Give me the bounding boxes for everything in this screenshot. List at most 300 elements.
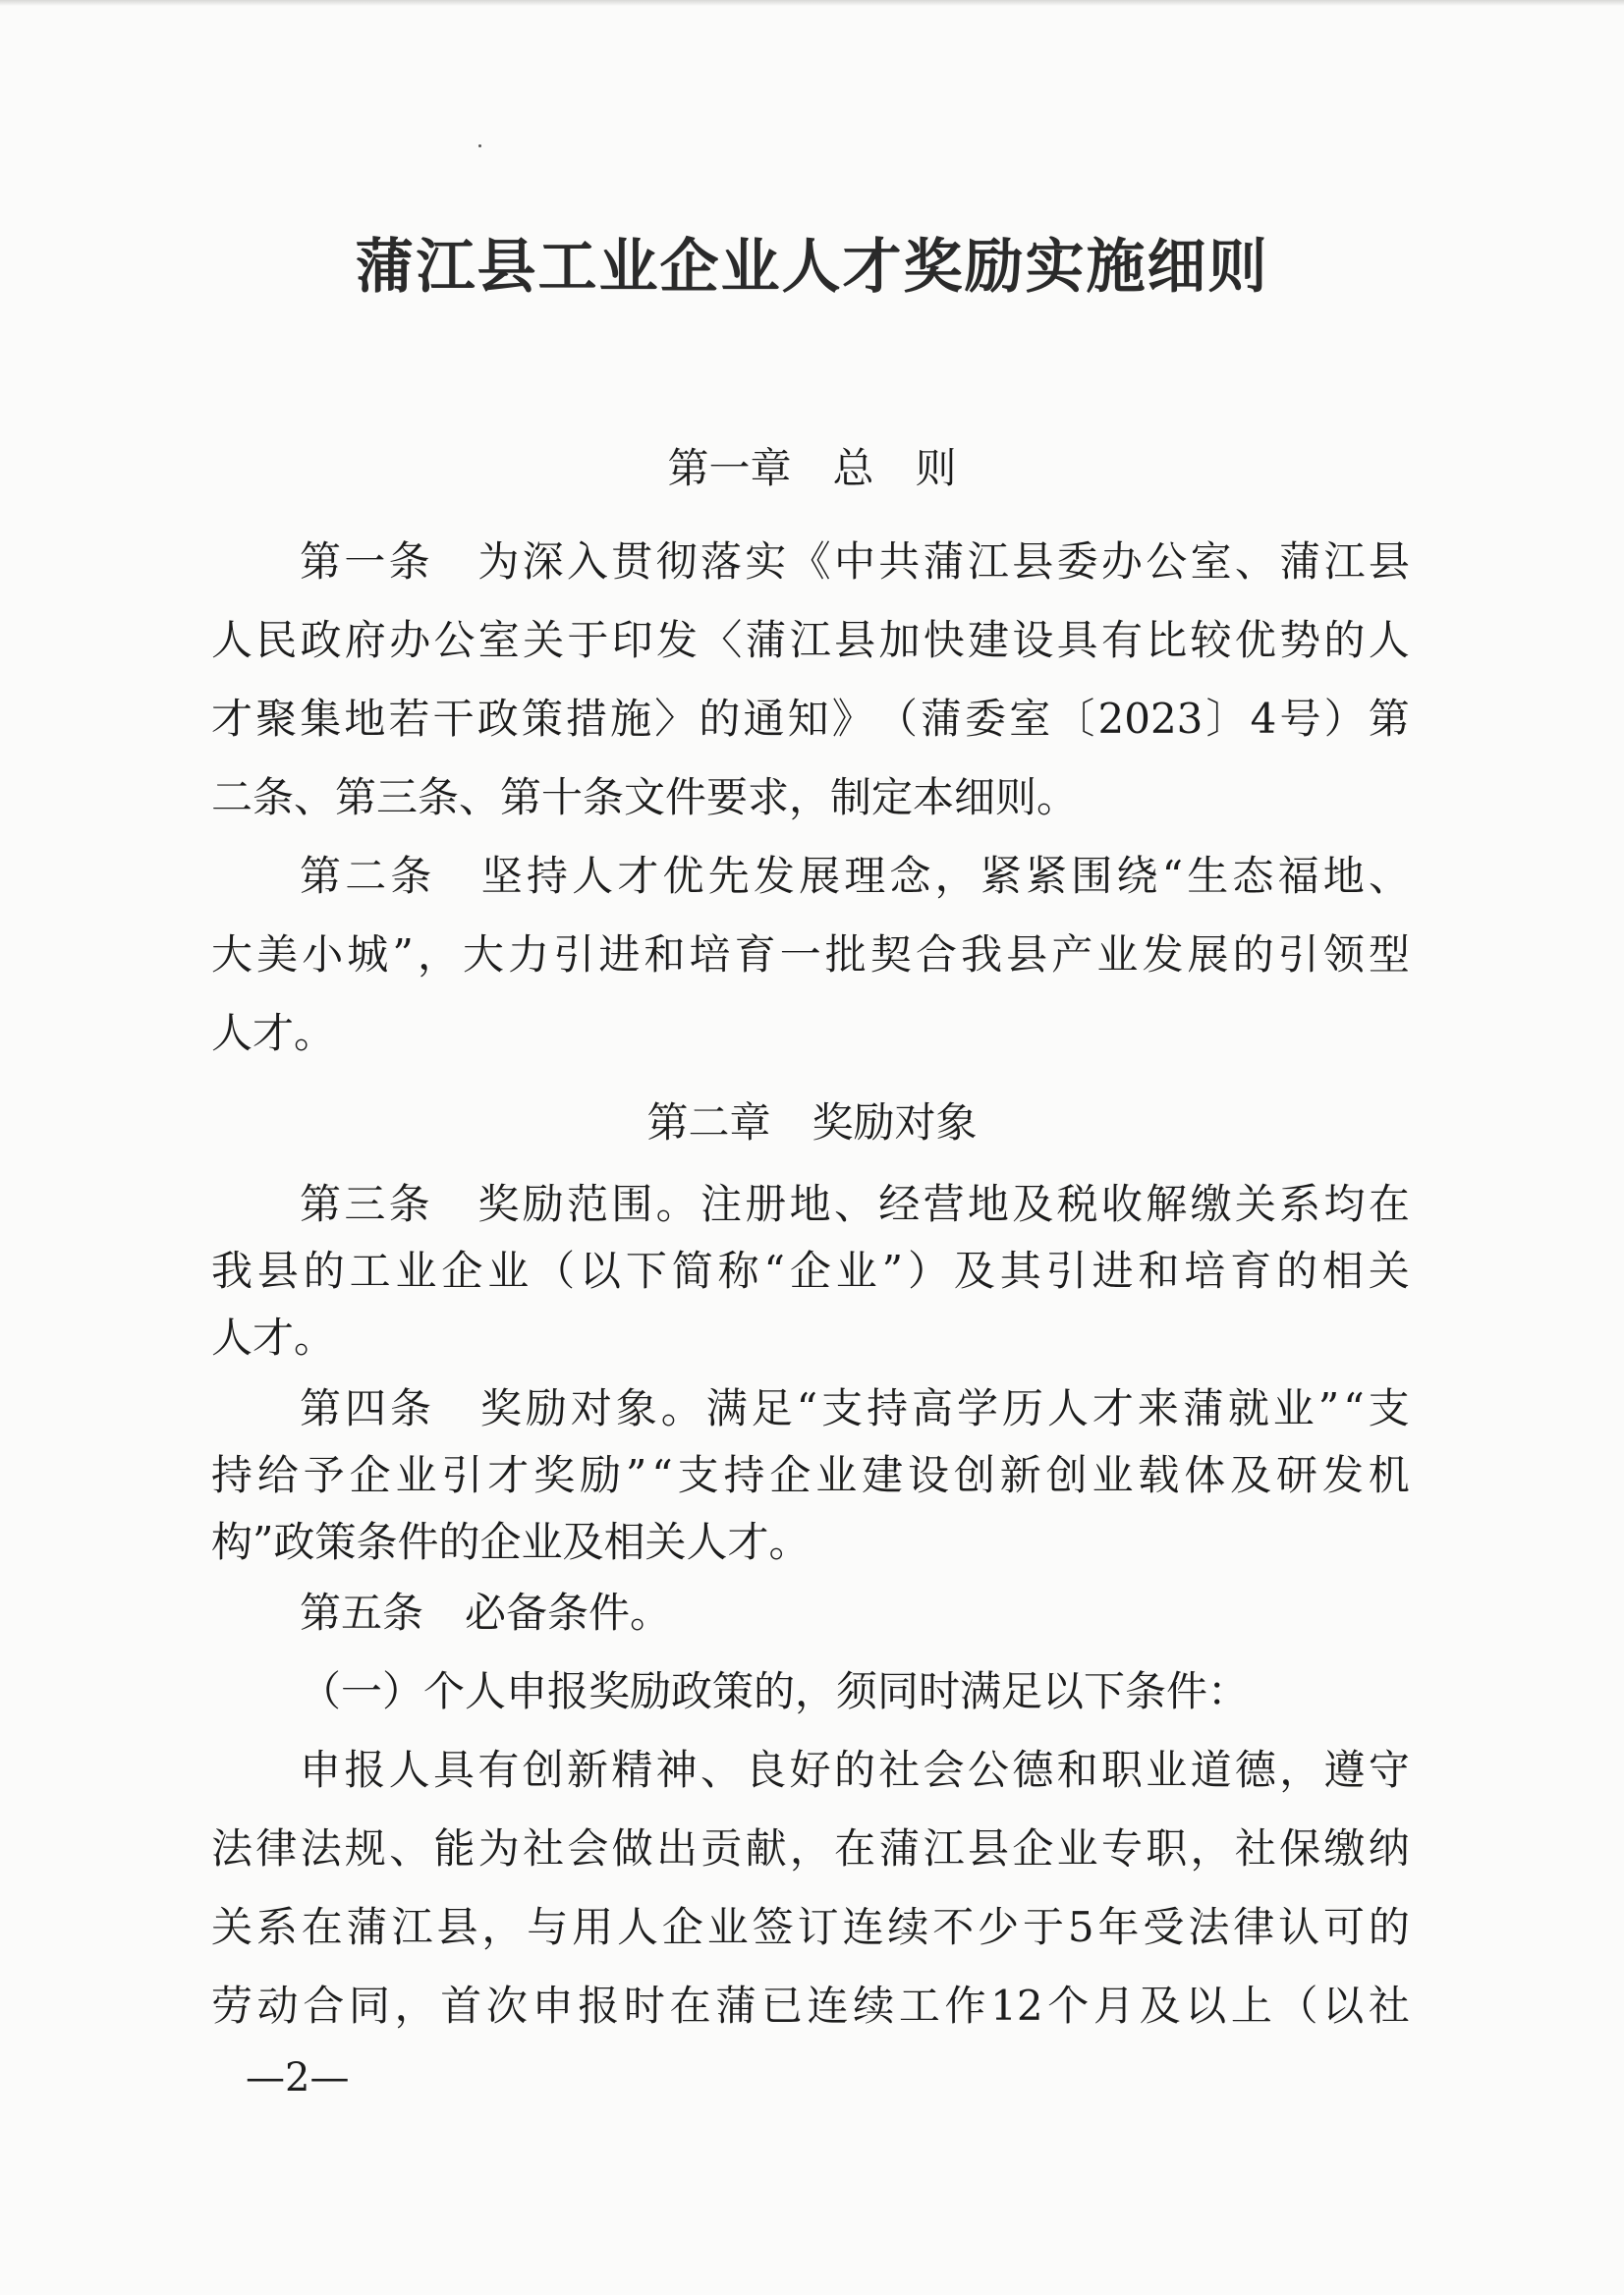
text-glyph: 引	[1277, 930, 1319, 979]
text-glyph: 学	[957, 1384, 999, 1432]
text-glyph: 可	[1322, 1903, 1365, 1951]
text-glyph: 策	[521, 695, 563, 743]
text-glyph: “	[1161, 852, 1184, 900]
text-glyph: 公	[1146, 537, 1188, 586]
text-glyph: 工	[898, 1982, 940, 2030]
text-glyph: 5	[1067, 1903, 1094, 1951]
text-glyph: 做	[611, 1824, 653, 1873]
text-glyph: 较	[1190, 616, 1232, 664]
text-glyph: 才	[487, 1451, 530, 1499]
text-glyph: 在	[301, 1903, 343, 1951]
text-glyph: 好	[789, 1746, 831, 1794]
text-glyph: 第	[300, 1180, 342, 1228]
chapter-heading-1: 第一章 总 则	[667, 444, 957, 492]
text-glyph: 报	[578, 1982, 620, 2030]
text-glyph: 蒲	[745, 616, 787, 664]
text-glyph: 美	[256, 930, 299, 979]
text-glyph: 律	[1233, 1903, 1275, 1951]
text-glyph: ，	[934, 852, 977, 900]
text-glyph: 人	[211, 616, 253, 664]
text-glyph: 福	[1277, 852, 1319, 900]
chapter-heading-2: 第二章 奖励对象	[646, 1098, 978, 1147]
text-glyph: 社	[1234, 1824, 1276, 1873]
text-glyph: 专	[1100, 1824, 1143, 1873]
text-glyph: 念	[889, 852, 931, 900]
text-glyph: ）	[907, 1247, 949, 1295]
text-glyph: 关	[1234, 1180, 1276, 1228]
text-glyph: 我	[211, 1247, 253, 1295]
text-glyph: 贡	[700, 1824, 743, 1873]
text-glyph: 良	[745, 1746, 787, 1794]
text-glyph: 绕	[1116, 852, 1158, 900]
text-glyph: 新	[566, 1746, 608, 1794]
text-glyph: 印	[611, 616, 653, 664]
text-glyph: 12	[990, 1982, 1043, 2030]
text-glyph: 业	[487, 1247, 530, 1295]
text-glyph: 称	[717, 1247, 759, 1295]
text-glyph: 县	[1012, 537, 1054, 586]
text-glyph: 设	[907, 1451, 949, 1499]
text-glyph: 认	[1278, 1903, 1320, 1951]
text-glyph: 蒲	[715, 1982, 757, 2030]
text-glyph: 第	[300, 852, 342, 900]
text-glyph: （	[1276, 1982, 1318, 2030]
scan-speck	[478, 144, 481, 147]
text-glyph: 月	[1092, 1982, 1135, 2030]
text-glyph: 县	[436, 1903, 478, 1951]
text-glyph: 江	[923, 1824, 965, 1873]
text-glyph: 高	[912, 1384, 954, 1432]
text-glyph: 合	[915, 930, 957, 979]
text-glyph: 业	[395, 1247, 437, 1295]
text-glyph: 次	[485, 1982, 528, 2030]
text-glyph: 发	[655, 616, 698, 664]
text-glyph: 职	[1100, 1746, 1143, 1794]
text-glyph: 出	[655, 1824, 698, 1873]
text-glyph: 业	[1092, 1451, 1134, 1499]
text-glyph: ，	[394, 1982, 436, 2030]
text-glyph: 社	[523, 1824, 565, 1873]
text-glyph: 纳	[1368, 1824, 1410, 1873]
text-glyph: 室	[1009, 695, 1051, 743]
text-glyph: 业	[706, 1903, 749, 1951]
text-glyph: 册	[745, 1180, 787, 1228]
text-glyph: 、	[1234, 537, 1276, 586]
text-glyph: 报	[344, 1746, 386, 1794]
text-glyph: （	[533, 1247, 576, 1295]
text-glyph: 贯	[611, 537, 653, 586]
text-glyph: 契	[869, 930, 912, 979]
text-glyph: ，	[417, 930, 459, 979]
text-glyph: 的	[833, 1746, 875, 1794]
text-glyph: 注	[700, 1180, 742, 1228]
text-glyph: “	[1343, 1384, 1365, 1432]
text-glyph: 续	[887, 1903, 929, 1951]
text-glyph: 办	[389, 616, 431, 664]
text-glyph: 〈	[700, 616, 743, 664]
text-glyph: 〉	[654, 695, 697, 743]
text-glyph: 持	[867, 1384, 909, 1432]
text-glyph: 和	[1138, 1247, 1180, 1295]
text-glyph: 育	[1230, 1247, 1272, 1295]
text-glyph: 法	[300, 1824, 342, 1873]
text-glyph: 第	[1368, 695, 1410, 743]
text-glyph: 发	[1142, 930, 1184, 979]
text-glyph: 经	[878, 1180, 921, 1228]
text-glyph: 奖	[477, 1180, 520, 1228]
text-glyph: 满	[705, 1384, 748, 1432]
paragraph-line	[211, 916, 1410, 994]
text-glyph: 下	[625, 1247, 667, 1295]
paragraph-line	[211, 601, 1410, 680]
text-glyph: 《	[789, 537, 831, 586]
text-glyph: 先	[707, 852, 750, 900]
text-glyph: 德	[1234, 1746, 1276, 1794]
text-glyph: 神	[655, 1746, 698, 1794]
text-glyph: 收	[1100, 1180, 1143, 1228]
text-glyph: 申	[300, 1746, 342, 1794]
text-glyph: 的	[1368, 1903, 1410, 1951]
text-glyph: 法	[1188, 1903, 1230, 1951]
text-glyph: 实	[745, 537, 787, 586]
text-glyph: 予	[303, 1451, 345, 1499]
text-glyph: 在	[669, 1982, 711, 2030]
text-glyph: 引	[1045, 1247, 1088, 1295]
text-glyph: 励	[522, 1180, 564, 1228]
text-glyph: 研	[1275, 1451, 1317, 1499]
text-glyph: 人	[572, 852, 614, 900]
text-glyph: 势	[1279, 616, 1321, 664]
text-glyph: 蒲	[346, 1903, 388, 1951]
text-glyph: 彻	[655, 537, 698, 586]
text-glyph: 规	[344, 1824, 386, 1873]
paragraph-line: 人才。	[211, 1009, 336, 1057]
text-glyph: 签	[752, 1903, 794, 1951]
text-glyph: 有	[1100, 616, 1143, 664]
text-glyph: 四	[344, 1384, 386, 1432]
paragraph-line	[300, 523, 1410, 601]
text-glyph: 人	[1046, 1384, 1089, 1432]
text-glyph: 及	[1012, 1180, 1054, 1228]
text-glyph: 培	[689, 930, 731, 979]
text-glyph: 》	[831, 695, 873, 743]
text-glyph: 合	[303, 1982, 345, 2030]
text-glyph: 持	[526, 852, 568, 900]
text-glyph: 育	[734, 930, 776, 979]
text-glyph: 型	[1368, 930, 1410, 979]
text-glyph: 支	[821, 1384, 864, 1432]
text-glyph: 蒲	[923, 537, 965, 586]
text-glyph: 体	[1184, 1451, 1226, 1499]
text-glyph: 引	[553, 930, 595, 979]
text-glyph: 江	[967, 537, 1009, 586]
text-glyph: 江	[1323, 537, 1366, 586]
text-glyph: 和	[644, 930, 686, 979]
text-glyph: 及	[1230, 1451, 1272, 1499]
text-glyph: 来	[1137, 1384, 1179, 1432]
text-glyph: 作	[944, 1982, 986, 2030]
text-glyph: 法	[211, 1824, 253, 1873]
text-glyph: 及	[953, 1247, 995, 1295]
text-glyph: 以	[580, 1247, 622, 1295]
text-glyph: 订	[797, 1903, 839, 1951]
text-glyph: 的	[1323, 616, 1366, 664]
text-glyph: 进	[1092, 1247, 1134, 1295]
text-glyph: 县	[968, 1824, 1010, 1873]
text-glyph: 措	[566, 695, 608, 743]
page-top-edge	[0, 0, 1624, 6]
text-glyph: 态	[1232, 852, 1274, 900]
text-glyph: 企	[1012, 1824, 1054, 1873]
text-glyph: 深	[522, 537, 564, 586]
text-glyph: 持	[211, 1451, 253, 1499]
paragraph-line: 构”政策条件的企业及相关人才。	[211, 1518, 811, 1566]
text-glyph: 优	[662, 852, 704, 900]
text-glyph: 〔	[1053, 695, 1095, 743]
text-glyph: 均	[1323, 1180, 1366, 1228]
text-glyph: 范	[566, 1180, 608, 1228]
text-glyph: 企	[661, 1903, 703, 1951]
text-glyph: 委	[1056, 537, 1098, 586]
text-glyph: 落	[700, 537, 742, 586]
text-glyph: 续	[853, 1982, 895, 2030]
text-glyph: 批	[824, 930, 867, 979]
text-glyph: 地	[344, 695, 386, 743]
text-glyph: 入	[566, 537, 608, 586]
text-glyph: 新	[999, 1451, 1041, 1499]
text-glyph: 为	[477, 537, 520, 586]
text-glyph: 地	[789, 1180, 831, 1228]
text-glyph: 给	[256, 1451, 299, 1499]
text-glyph: 。	[655, 1180, 698, 1228]
text-glyph: 少	[978, 1903, 1020, 1951]
text-glyph: 关	[211, 1903, 253, 1951]
text-glyph: 励	[525, 1384, 567, 1432]
text-glyph: 有	[477, 1746, 520, 1794]
text-glyph: 、	[1368, 852, 1410, 900]
text-glyph: 发	[753, 852, 795, 900]
text-glyph: 一	[344, 537, 386, 586]
text-glyph: 在	[834, 1824, 876, 1873]
text-glyph: 民	[255, 616, 298, 664]
text-glyph: 蒲	[1279, 537, 1321, 586]
text-glyph: “	[796, 1384, 818, 1432]
text-glyph: 道	[1190, 1746, 1232, 1794]
text-glyph: 府	[344, 616, 386, 664]
text-glyph: 建	[968, 616, 1010, 664]
text-glyph: 关	[523, 616, 565, 664]
text-glyph: 产	[1051, 930, 1093, 979]
text-glyph: ，	[481, 1903, 524, 1951]
text-glyph: 解	[1146, 1180, 1188, 1228]
text-glyph: 业	[1096, 930, 1139, 979]
text-glyph: 、	[389, 1824, 431, 1873]
text-glyph: 领	[1322, 930, 1365, 979]
text-glyph: 业	[815, 1451, 858, 1499]
text-glyph: 业	[1146, 1746, 1188, 1794]
text-glyph: 政	[476, 695, 519, 743]
text-glyph: 连	[842, 1903, 884, 1951]
text-glyph: ”	[881, 1247, 904, 1295]
text-glyph: 会	[923, 1746, 965, 1794]
text-glyph: 聚	[255, 695, 298, 743]
text-glyph: 集	[300, 695, 342, 743]
text-glyph: 系	[1279, 1180, 1321, 1228]
text-glyph: ，	[1279, 1746, 1321, 1794]
text-glyph: 室	[477, 616, 520, 664]
text-glyph: 业	[835, 1247, 877, 1295]
text-glyph: “	[651, 1451, 673, 1499]
text-glyph: ，	[1190, 1824, 1232, 1873]
text-glyph: 的	[699, 695, 741, 743]
text-glyph: 二	[345, 852, 387, 900]
text-glyph: 奖	[479, 1384, 522, 1432]
text-glyph: 业	[1056, 1824, 1098, 1873]
text-glyph: 中	[833, 537, 875, 586]
text-glyph: 江	[789, 616, 831, 664]
text-glyph: ”	[1317, 1384, 1340, 1432]
text-glyph: 才	[1092, 1384, 1134, 1432]
text-glyph: 紧	[980, 852, 1022, 900]
text-glyph: 公	[433, 616, 476, 664]
text-glyph: 以	[1322, 1982, 1365, 2030]
text-glyph: 理	[844, 852, 886, 900]
text-glyph: 连	[807, 1982, 849, 2030]
text-glyph: 干	[432, 695, 475, 743]
text-glyph: 比	[1146, 616, 1188, 664]
text-glyph: 就	[1227, 1384, 1269, 1432]
text-glyph: 创	[953, 1451, 995, 1499]
text-glyph: 守	[1368, 1746, 1410, 1794]
text-glyph: 足	[751, 1384, 793, 1432]
text-glyph: 企	[769, 1451, 812, 1499]
text-glyph: 培	[1184, 1247, 1226, 1295]
text-glyph	[436, 837, 477, 916]
text-glyph: 与	[527, 1903, 569, 1951]
text-glyph: 才	[211, 695, 253, 743]
text-glyph: 同	[348, 1982, 390, 2030]
text-glyph: 4	[1250, 695, 1277, 743]
text-glyph: 税	[1056, 1180, 1098, 1228]
text-glyph: 施	[610, 695, 652, 743]
text-glyph: 首	[440, 1982, 482, 2030]
text-glyph: 工	[349, 1247, 391, 1295]
text-glyph: 才	[617, 852, 659, 900]
text-glyph: 于	[1023, 1903, 1065, 1951]
text-glyph: 系	[255, 1903, 298, 1951]
text-glyph: （	[875, 695, 918, 743]
text-glyph: 蒲	[878, 1824, 921, 1873]
text-glyph: 引	[441, 1451, 483, 1499]
text-glyph: 企	[441, 1247, 483, 1295]
text-glyph: 、	[700, 1746, 742, 1794]
text-glyph: 条	[388, 1180, 430, 1228]
text-glyph: 2023	[1097, 695, 1204, 743]
text-glyph: 在	[1368, 1180, 1410, 1228]
text-glyph: 申	[532, 1982, 574, 2030]
text-glyph: 机	[1368, 1451, 1410, 1499]
paragraph-line: 人才。	[211, 1314, 336, 1362]
text-glyph: 劳	[211, 1982, 253, 2030]
text-glyph: 遵	[1323, 1746, 1366, 1794]
text-glyph: 加	[878, 616, 921, 664]
text-glyph: 展	[1187, 930, 1229, 979]
text-glyph: 若	[388, 695, 430, 743]
paragraph-line: 二条、第三条、第十条文件要求，制定本细则。	[211, 773, 1079, 821]
paragraph-line: （一）个人申报奖励政策的，须同时满足以下条件：	[300, 1667, 1250, 1715]
paragraph-line	[211, 1810, 1410, 1888]
document-title: 蒲江县工业企业人才奖励实施细则	[355, 233, 1269, 302]
text-glyph: 相	[1321, 1247, 1364, 1295]
text-glyph: 动	[256, 1982, 299, 2030]
text-glyph: 及	[1139, 1982, 1181, 2030]
text-glyph: 能	[433, 1824, 476, 1873]
paragraph-line	[211, 1888, 1410, 1967]
text-glyph: 公	[967, 1746, 1009, 1794]
text-glyph: 围	[611, 1180, 653, 1228]
text-glyph: 县	[1368, 537, 1410, 586]
text-glyph: 发	[1321, 1451, 1364, 1499]
text-glyph: 〕	[1205, 695, 1248, 743]
text-glyph: 献	[745, 1824, 787, 1873]
text-glyph: 条	[389, 1384, 431, 1432]
text-glyph: 条	[390, 852, 432, 900]
text-glyph: 设	[1012, 616, 1054, 664]
text-glyph: 大	[211, 930, 253, 979]
text-glyph: 个	[1047, 1982, 1090, 2030]
text-glyph: 缴	[1323, 1824, 1366, 1873]
text-glyph: 县	[1006, 930, 1048, 979]
text-glyph: 的	[1275, 1247, 1317, 1295]
text-glyph: 生	[1187, 852, 1229, 900]
text-glyph: 历	[1001, 1384, 1043, 1432]
text-glyph: 号	[1279, 695, 1321, 743]
paragraph-line	[300, 1731, 1410, 1810]
text-glyph: 简	[671, 1247, 713, 1295]
text-glyph: 蒲	[921, 695, 963, 743]
text-glyph: ”	[625, 1451, 647, 1499]
text-glyph: 办	[1100, 537, 1143, 586]
text-glyph: 县	[256, 1247, 299, 1295]
text-glyph: 我	[961, 930, 1003, 979]
text-glyph: ”	[392, 930, 414, 979]
text-glyph: 蒲	[1182, 1384, 1224, 1432]
text-glyph: 营	[923, 1180, 965, 1228]
text-glyph: 、	[833, 1180, 875, 1228]
text-glyph: 对	[570, 1384, 612, 1432]
text-glyph: 第	[300, 1384, 342, 1432]
text-glyph: 建	[862, 1451, 904, 1499]
text-glyph: 奖	[533, 1451, 576, 1499]
text-glyph: 不	[932, 1903, 975, 1951]
text-glyph: 一	[779, 930, 821, 979]
text-glyph: 会	[567, 1824, 609, 1873]
text-glyph: 业	[1272, 1384, 1315, 1432]
text-glyph: 的	[303, 1247, 345, 1295]
text-glyph	[433, 523, 475, 601]
text-glyph: 和	[1056, 1746, 1098, 1794]
text-glyph: 委	[965, 695, 1007, 743]
text-glyph: 企	[789, 1247, 831, 1295]
text-glyph: 职	[1146, 1824, 1188, 1873]
text-glyph: 紧	[1026, 852, 1068, 900]
text-glyph: 优	[1234, 616, 1276, 664]
text-glyph: 社	[1368, 1982, 1410, 2030]
paragraph-line	[211, 680, 1410, 758]
text-glyph: 第	[300, 537, 342, 586]
text-glyph: 进	[598, 930, 641, 979]
paragraph-line	[211, 1967, 1410, 2045]
